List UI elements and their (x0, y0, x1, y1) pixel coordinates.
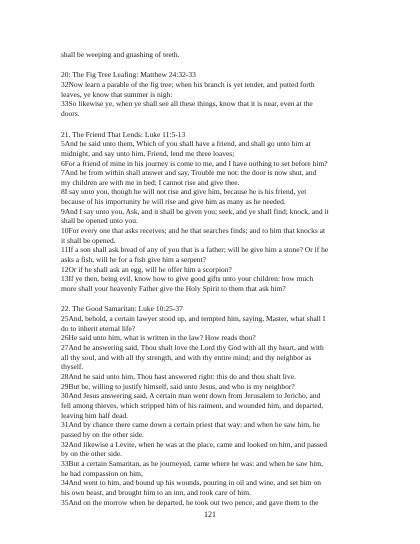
text-line: 34And went to him, and bound up his wounds, pouring in oil and wine, and set him on (61, 478, 321, 488)
text-line: 29But he, willing to justify himself, said unto Jesus, and who is my neighbor? (61, 381, 295, 391)
text-line: 26He said unto him, what is written in the law? How reads thou? (61, 333, 256, 343)
text-line: 33But a certain Samaritan, as he journeyed, came where he was: and when he saw him, (61, 458, 323, 468)
text-line: do to inherit eternal life? (61, 323, 136, 333)
text-line: 11If a son shall ask bread of any of you that is a father; will he give him a stone? Or if he (61, 245, 329, 255)
text-line: 5And he said unto them, Which of you shall have a friend, and shall go unto him at (61, 139, 311, 149)
text-line: all thy soul, and with all thy strength, and with thy entire mind; and thy neighbor as (61, 352, 312, 362)
text-line: 25And, behold, a certain lawyer stood up, and tempted him, saying, Master, what shall I (61, 314, 326, 324)
text-line: 27And he answering said, Thou shalt love the Lord thy God with all thy heart, and with (61, 343, 324, 353)
text-line: 32Now learn a parable of the fig tree; when his branch is yet tender, and putted forth (61, 80, 315, 90)
text-line: 13If ye then, being evil, know how to give good gifts unto your children: how much (61, 274, 314, 284)
text-line: midnight, and say unto him, Friend, lend me three loaves; (61, 148, 235, 158)
text-line: more shall your heavenly Father give the Holy Spirit to them that ask him? (61, 284, 286, 294)
text-line: 8I say unto you, though he will not rise and give him, because he is his friend, yet (61, 187, 307, 197)
text-line: 10For every one that asks receives; and he that searches finds; and to him that knocks at (61, 226, 326, 236)
text-line: shall be weeping and gnashing of teeth. (61, 50, 180, 59)
text-line: it shall be opened. (61, 235, 116, 245)
text-line: thyself. (61, 362, 84, 372)
text-line: 31And by chance there came down a certain priest that way: and when he saw him, he (61, 420, 320, 430)
text-line: leaving him half dead. (61, 410, 129, 420)
text-line: my children are with me in bed; I cannot rise and give thee. (61, 177, 240, 187)
paragraph-gap (61, 60, 364, 71)
text-line: 28And he said unto him, Thou hast answered right: this do and thou shalt live. (61, 372, 296, 382)
text-line: passed by on the other side. (61, 430, 144, 440)
text-line: 6For a friend of mine in his journey is come to me, and I have nothing to set before him? (61, 158, 328, 168)
text-line: doors. (61, 109, 80, 119)
text-line: leaves, ye know that summer is nigh: (61, 89, 173, 99)
text-line: 7And he from within shall answer and say, Trouble me not: the door is now shut, and (61, 168, 317, 178)
page-body-text (61, 50, 364, 507)
page-number: 121 (204, 510, 216, 519)
paragraph-gap (61, 294, 364, 305)
text-line: asks a fish, will he for a fish give him a serpent? (61, 255, 206, 265)
text-line: 12Or if he shall ask an egg, will he offer him a scorpion? (61, 264, 232, 274)
text-line: 21. The Friend That Lends: Luke 11:5-13 (61, 129, 186, 139)
text-line: 33So likewise ye, when ye shall see all these things, know that it is near, even at the (61, 99, 313, 109)
text-line: 32And likewise a Levite, when he was at the place, came and looked on him, and passed (61, 439, 327, 449)
text-line: because of his importunity he will rise and give him as many as he needed. (61, 197, 286, 207)
text-line: his own beast, and brought him to an inn, and took care of him. (61, 487, 251, 497)
text-line: fell among thieves, which stripped him of his raiment, and wounded him, and departed, (61, 401, 324, 411)
text-line: 22. The Good Samaritan: Luke 10:25-37 (61, 304, 183, 314)
text-line: by on the other side. (61, 449, 123, 459)
paragraph-gap (61, 119, 364, 130)
text-line: 35And on the morrow when he departed, he took out two pence, and gave them to the (61, 497, 319, 507)
text-line: 9And I say unto you, Ask, and it shall be given you; seek, and ye shall find; knock, and it (61, 206, 329, 216)
text-line: 20: The Fig Tree Leafing: Matthew 24:32-33 (61, 70, 196, 80)
text-line: 30And Jesus answering said, A certain man went down from Jerusalem to Jericho, and (61, 391, 321, 401)
text-line: shall be opened unto you. (61, 216, 138, 226)
text-line: he had compassion on him, (61, 468, 143, 478)
